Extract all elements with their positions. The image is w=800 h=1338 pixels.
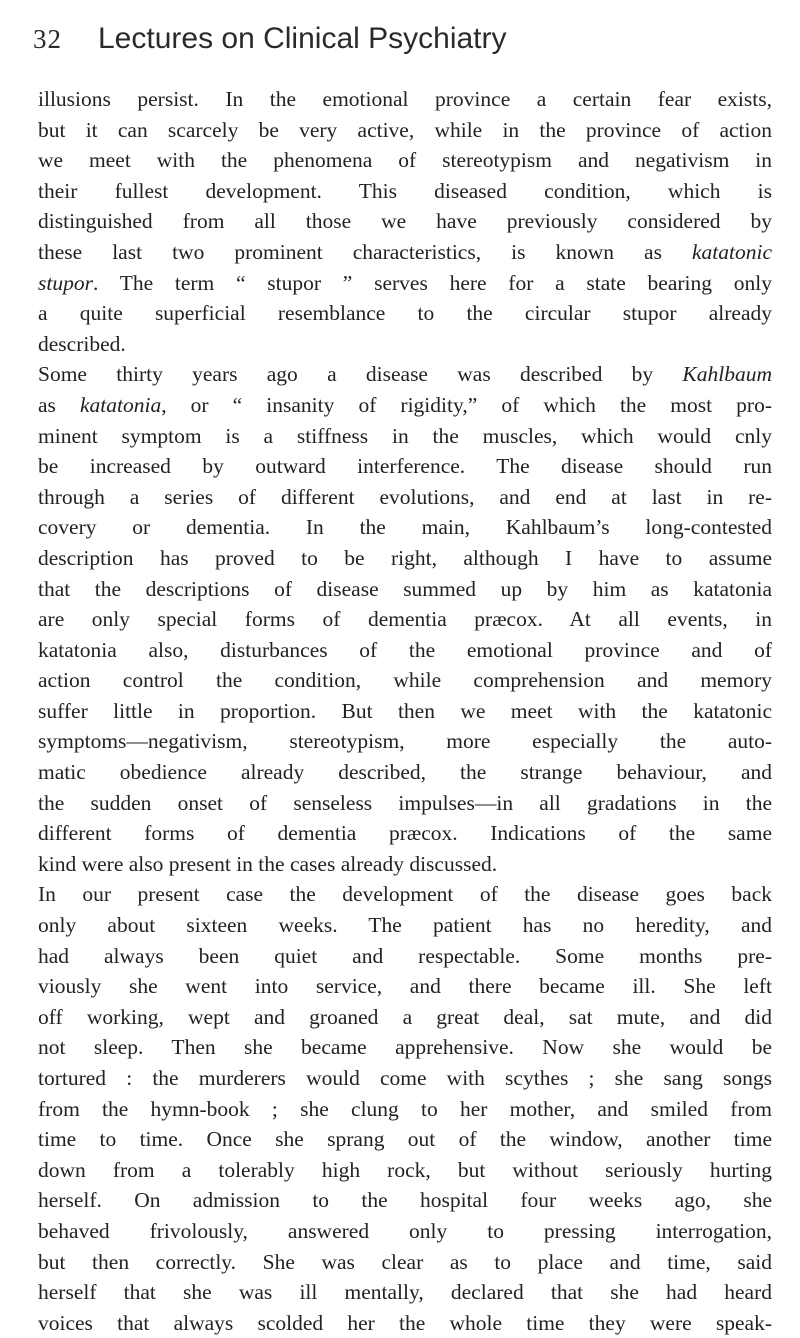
line-text: as	[38, 392, 80, 417]
line-text: viously she went into service, and there became ill. She left	[38, 974, 772, 999]
line-text: we meet with the phenomena of stereotypism and negativism in	[38, 148, 772, 173]
line-text: herself that she was ill mentally, declared that she had heard	[38, 1280, 772, 1305]
line-text: description has proved to be right, although I have to assume	[38, 545, 772, 570]
line-text: katatonia also, disturbances of the emotional province and of	[38, 637, 772, 662]
text-line	[38, 145, 772, 176]
line-text: described.	[38, 331, 126, 356]
line-text: matic obedience already described, the strange behaviour, and	[38, 760, 772, 785]
line-text: from the hymn-book ; she clung to her mother, and smiled from	[38, 1096, 772, 1121]
text-line	[38, 451, 772, 482]
line-text: action control the condition, while comprehension and memory	[38, 668, 772, 693]
text-line	[38, 268, 772, 299]
line-text: , or “ insanity of rigidity,” of which the most pro-	[161, 392, 772, 417]
text-line	[38, 359, 772, 390]
text-line	[38, 818, 772, 849]
text-line	[38, 604, 772, 635]
text-line	[38, 849, 772, 880]
line-text: that the descriptions of disease summed up by him as katatonia	[38, 576, 772, 601]
line-text: minent symptom is a stiffness in the muscles, which would cnly	[38, 423, 772, 448]
line-text: their fullest development. This diseased condition, which is	[38, 178, 772, 203]
italic-term: stupor	[38, 270, 93, 295]
text-line	[38, 665, 772, 696]
italic-term: Kahlbaum	[682, 362, 772, 387]
line-text: In our present case the development of the disease goes back	[38, 882, 772, 907]
line-text: illusions persist. In the emotional province a certain fear exists,	[38, 87, 772, 111]
line-text: the sudden onset of senseless impulses—in all gradations in the	[38, 790, 772, 815]
line-text: time to time. Once she sprang out of the window, another time	[38, 1127, 772, 1152]
text-line	[38, 421, 772, 452]
line-text: but then correctly. She was clear as to place and time, said	[38, 1249, 772, 1274]
line-text: tortured : the murderers would come with scythes ; she sang songs	[38, 1066, 772, 1090]
text-line	[38, 176, 772, 207]
text-line	[38, 1155, 772, 1186]
text-line	[38, 1124, 772, 1155]
text-line	[38, 879, 772, 910]
text-line	[38, 696, 772, 727]
text-line	[38, 237, 772, 268]
text-line	[38, 329, 772, 360]
italic-term: katatonia	[80, 392, 162, 417]
text-line	[38, 390, 772, 421]
text-line	[38, 1216, 772, 1247]
text-line	[38, 757, 772, 788]
text-line	[38, 1063, 772, 1094]
line-text: kind were also present in the cases already discussed.	[38, 851, 498, 876]
line-text: had always been quiet and respectable. Some months pre-	[38, 943, 772, 968]
text-line	[38, 788, 772, 819]
italic-term: katatonic	[691, 239, 772, 264]
text-line	[38, 206, 772, 237]
line-text: but it can scarcely be very active, while in the province of action	[38, 117, 772, 142]
line-text: covery or dementia. In the main, Kahlbaum’s long-contested	[38, 515, 772, 540]
text-line	[38, 1277, 772, 1308]
line-text: off working, wept and groaned a great deal, sat mute, and did	[38, 1004, 772, 1029]
text-line	[38, 1308, 772, 1338]
line-text: a quite superficial resemblance to the circular stupor already	[38, 301, 772, 326]
line-text: different forms of dementia præcox. Indications of the same	[38, 821, 772, 846]
line-text: suffer little in proportion. But then we meet with the katatonic	[38, 698, 772, 723]
text-line	[38, 910, 772, 941]
text-line	[38, 1247, 772, 1278]
line-text: voices that always scolded her the whole time they were speak-	[38, 1310, 772, 1335]
line-text: these last two prominent characteristics, is known as	[38, 239, 692, 264]
text-line	[38, 298, 772, 329]
text-line	[38, 482, 772, 513]
text-line	[38, 635, 772, 666]
text-line	[38, 1185, 772, 1216]
line-text: be increased by outward interference. The disease should run	[38, 454, 772, 479]
line-text: behaved frivolously, answered only to pressing interrogation,	[38, 1218, 772, 1243]
running-head	[33, 22, 773, 68]
text-line	[38, 1002, 772, 1033]
line-text: not sleep. Then she became apprehensive. Now she would be	[38, 1035, 772, 1060]
line-text: . The term “ stupor ” serves here for a state bearing only	[92, 270, 772, 295]
running-title: Lectures on Clinical Psychiatry	[98, 22, 507, 55]
line-text: only about sixteen weeks. The patient has no heredity, and	[38, 913, 772, 938]
text-line	[38, 726, 772, 757]
line-text: through a series of different evolutions, and end at last in re-	[38, 484, 772, 509]
page-number: 32	[33, 24, 62, 54]
line-text: Some thirty years ago a disease was described by	[38, 362, 683, 387]
line-text: distinguished from all those we have previously considered by	[38, 209, 772, 234]
line-text: down from a tolerably high rock, but without seriously hurting	[38, 1157, 772, 1182]
text-line	[38, 543, 772, 574]
body-text	[38, 84, 772, 1338]
line-text: are only special forms of dementia præcox. At all events, in	[38, 607, 772, 632]
text-line	[38, 574, 772, 605]
text-line	[38, 971, 772, 1002]
line-text: symptoms—negativism, stereotypism, more especially the auto-	[38, 729, 772, 754]
line-text: herself. On admission to the hospital four weeks ago, she	[38, 1188, 772, 1213]
text-line	[38, 941, 772, 972]
text-line	[38, 1032, 772, 1063]
text-line	[38, 115, 772, 146]
text-line	[38, 1094, 772, 1125]
text-line	[38, 84, 772, 115]
text-line	[38, 512, 772, 543]
